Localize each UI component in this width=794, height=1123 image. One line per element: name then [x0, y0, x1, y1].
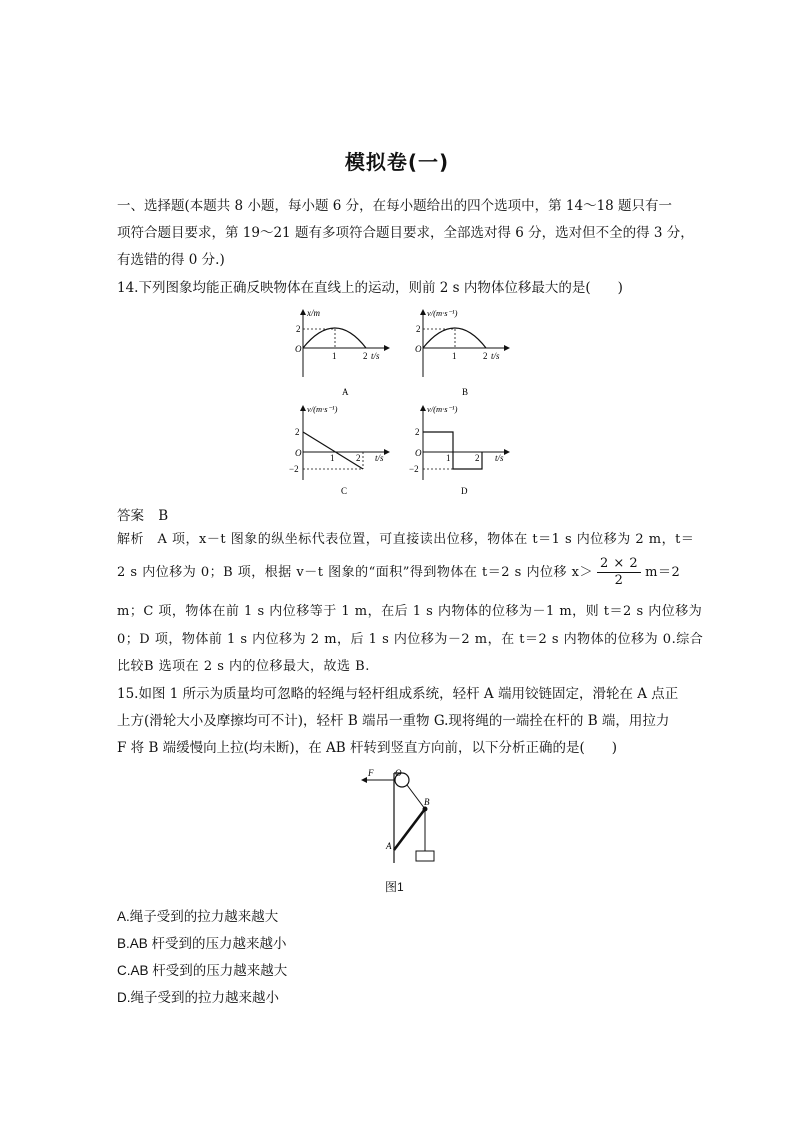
label-f: F — [368, 768, 374, 778]
graph-d-ylabel: v/(m·s⁻¹) — [427, 404, 458, 414]
answer-14 — [117, 504, 168, 524]
analysis-line3: m；C 项，物体在前 1 s 内位移等于 1 m，在后 1 s 内物体的位移为－1 m，则 t＝2 s 内位移为 — [117, 604, 703, 619]
analysis-line2-text: 2 s 内位移为 0；B 项，根据 v－t 图象的“面积”得到物体在 t＝2 s 内位移 x＞ — [117, 564, 593, 580]
analysis-line4: 0；D 项，物体前 1 s 内位移为 2 m，后 1 s 内位移为－2 m，在 t＝2 s 内物体的位移为 0.综合 — [117, 632, 704, 647]
graph-a-xlabel: t/s — [371, 351, 380, 361]
graph-c-label: C — [341, 486, 348, 496]
section-instructions-line1: 一、选择题(本题共 8 小题，每小题 6 分，在每小题给出的四个选项中，第 14～18 题只有一 — [117, 198, 673, 214]
graph-d-ytick-neg: −2 — [409, 464, 419, 474]
graph-b-label: B — [462, 387, 469, 397]
figure-1-caption: 图1 — [385, 880, 404, 894]
option-b: B.AB 杆受到的压力越来越小 — [117, 936, 287, 951]
graph-b-curve — [423, 328, 486, 348]
graph-b-xlabel: t/s — [491, 351, 500, 361]
rod-ab — [394, 809, 425, 850]
graph-b-ylabel: v/(m·s⁻¹) — [427, 308, 458, 318]
graph-c-xtick-2: 2 — [356, 453, 361, 463]
graph-c-line — [303, 432, 363, 469]
fraction-numerator: 2 × 2 — [597, 556, 641, 573]
answer-value: B — [158, 508, 169, 524]
graph-d-line — [423, 432, 482, 469]
answer-label: 答案 — [117, 508, 144, 524]
graph-b-xtick-1: 1 — [452, 351, 457, 361]
graph-d-ytick-pos: 2 — [415, 427, 420, 437]
analysis-line2 — [117, 556, 680, 589]
rope — [407, 785, 425, 809]
graph-d — [403, 398, 515, 498]
section-instructions-line3: 有选错的得 0 分.) — [117, 252, 225, 268]
label-b: B — [424, 797, 430, 807]
graph-a-ytick: 2 — [296, 324, 301, 334]
label-o: O — [395, 768, 402, 778]
question-14-stem: 14.下列图象均能正确反映物体在直线上的运动，则前 2 s 内物体位移最大的是( ) — [117, 280, 623, 296]
graph-c-xlabel: t/s — [375, 453, 384, 463]
figure-1 — [350, 765, 450, 870]
graph-b-xtick-2: 2 — [483, 351, 488, 361]
option-c: C.AB 杆受到的压力越来越大 — [117, 963, 288, 978]
graph-d-xtick-2: 2 — [475, 453, 480, 463]
graph-b-ytick: 2 — [416, 324, 421, 334]
page-title: 模拟卷(一) — [344, 150, 450, 174]
option-d: D.绳子受到的拉力越来越小 — [117, 990, 279, 1005]
graph-c — [283, 398, 395, 498]
graph-c-xtick-1: 1 — [330, 453, 335, 463]
analysis-fraction — [597, 556, 641, 589]
question-15-line3: F 将 B 端缓慢向上拉(均未断)，在 AB 杆转到竖直方向前，以下分析正确的是( ) — [117, 740, 617, 756]
option-a: A.绳子受到的拉力越来越大 — [117, 909, 279, 924]
graph-a — [285, 302, 395, 397]
question-15-line2: 上方(滑轮大小及摩擦均可不计)，轻杆 B 端吊一重物 G.现将绳的一端拴在杆的 B 端，用拉力 — [117, 713, 670, 729]
graph-c-ytick-neg: −2 — [289, 464, 299, 474]
fraction-denominator: 2 — [614, 573, 624, 588]
weight-g — [416, 851, 434, 861]
graph-c-ytick-pos: 2 — [295, 427, 300, 437]
graph-d-label: D — [461, 486, 468, 496]
graph-b — [405, 302, 515, 397]
analysis-line2-end: m＝2 — [645, 564, 681, 580]
graph-a-xtick-1: 1 — [332, 351, 337, 361]
graph-c-origin: O — [295, 448, 302, 458]
graph-c-ylabel: v/(m·s⁻¹) — [307, 404, 338, 414]
label-a: A — [386, 841, 392, 851]
analysis-line5: 比较B 选项在 2 s 内的位移最大，故选 B. — [117, 659, 370, 674]
analysis-line1: 解析 A 项，x－t 图象的纵坐标代表位置，可直接读出位移，物体在 t＝1 s 内位移为 2 m，t＝ — [117, 532, 695, 547]
question-15-line1: 15.如图 1 所示为质量均可忽略的轻绳与轻杆组成系统，轻杆 A 端用铰链固定，滑轮在 A 点正 — [117, 686, 679, 702]
graph-d-xlabel: t/s — [495, 453, 504, 463]
graph-a-curve — [303, 328, 366, 348]
section-instructions-line2: 项符合题目要求，第 19～21 题有多项符合题目要求，全部选对得 6 分，选对但不全的得 3 分， — [117, 225, 694, 241]
graph-a-xtick-2: 2 — [363, 351, 368, 361]
graph-a-ylabel: x/m — [307, 308, 320, 318]
graph-d-origin: O — [415, 448, 422, 458]
graph-a-label: A — [342, 387, 349, 397]
graph-d-xtick-1: 1 — [446, 453, 451, 463]
graph-a-origin: O — [295, 344, 302, 354]
graph-b-origin: O — [415, 344, 422, 354]
